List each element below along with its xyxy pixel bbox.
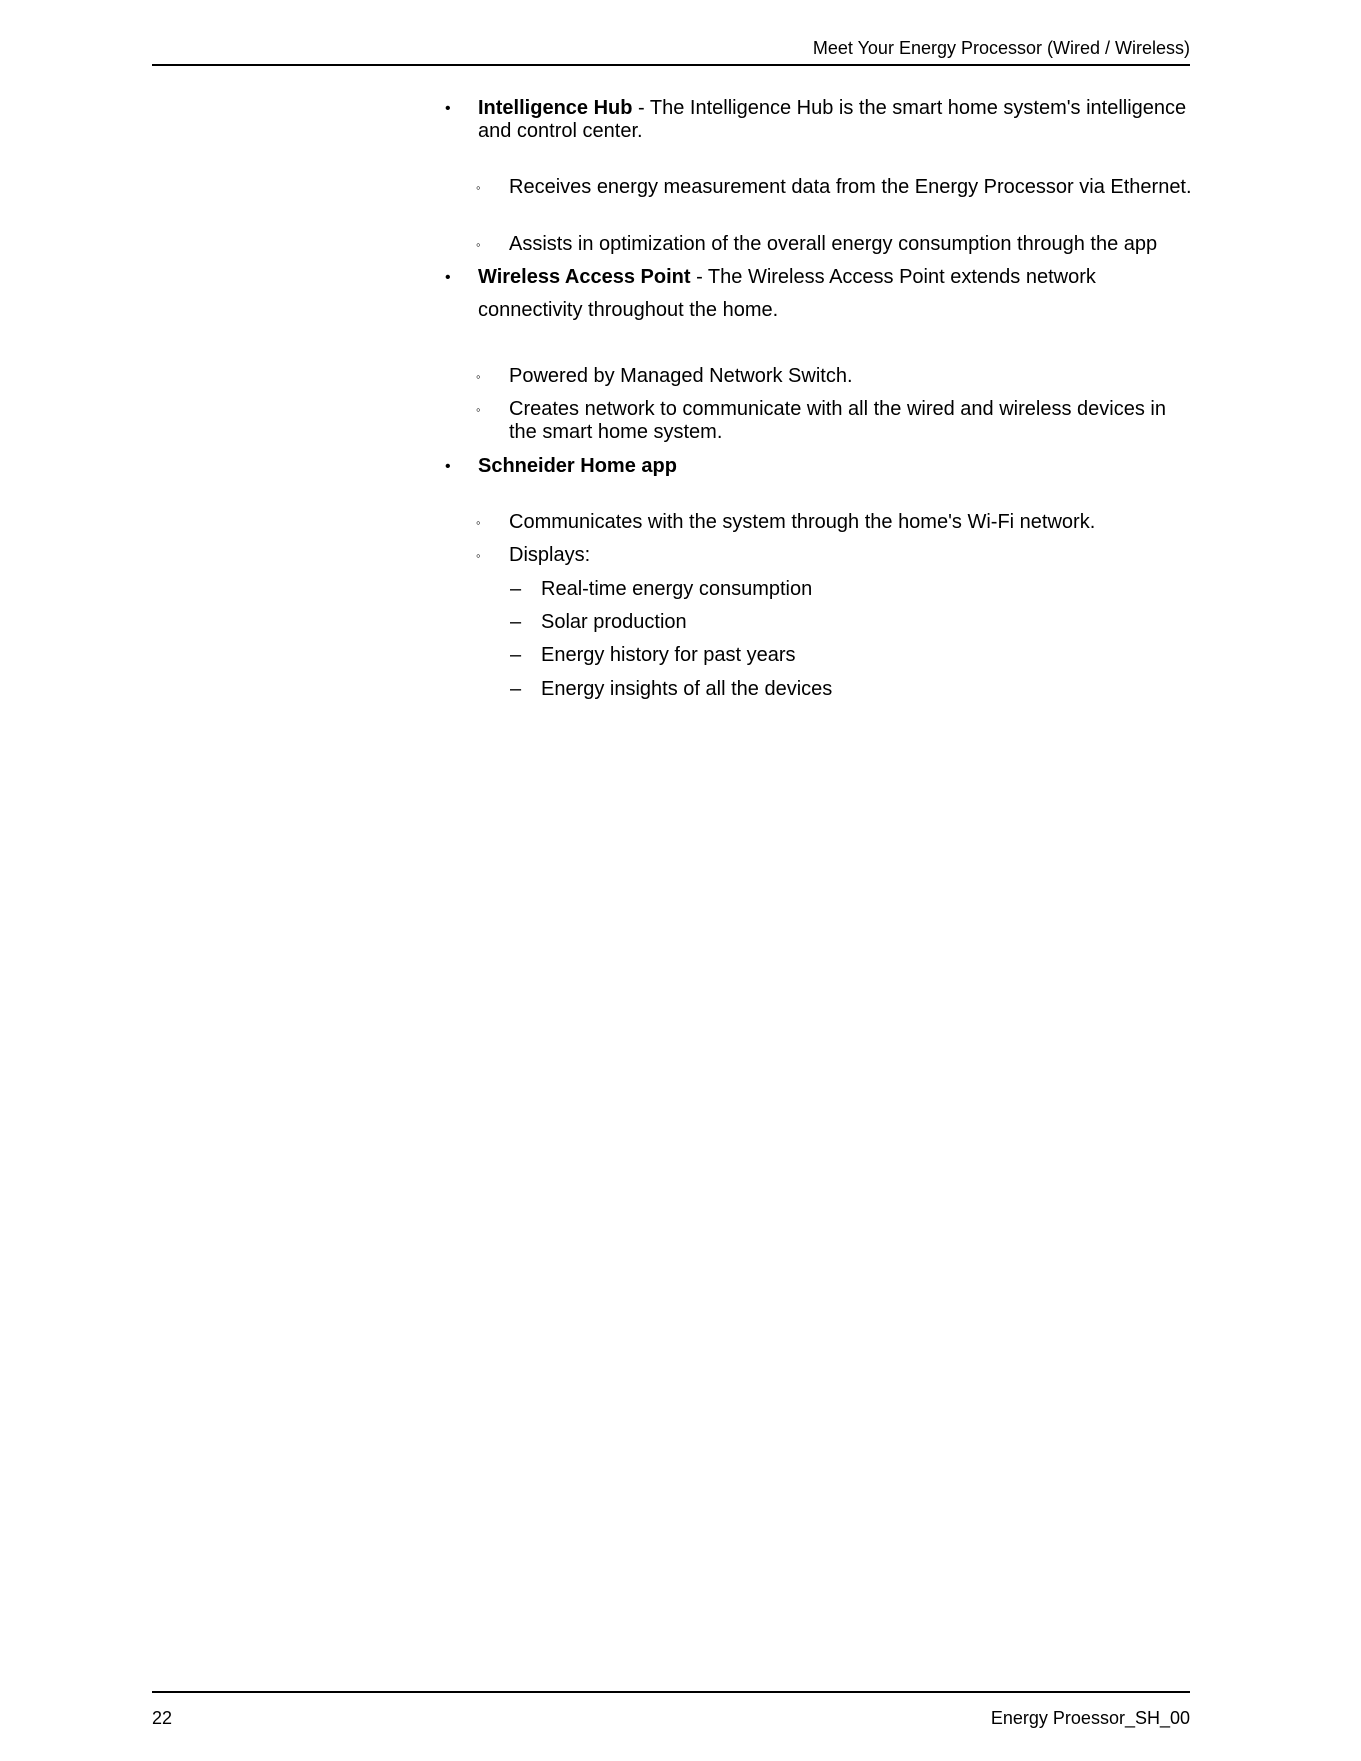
header-rule <box>152 64 1190 66</box>
bullet-marker: • <box>445 269 451 286</box>
sub-bullet-marker: ◦ <box>476 402 481 417</box>
list-item-text <box>478 266 1193 289</box>
sub-bullet-marker: ◦ <box>476 515 481 530</box>
dash-item-text: Energy insights of all the devices <box>541 678 833 700</box>
dash-marker: – <box>510 578 522 600</box>
dash-marker: – <box>510 611 522 633</box>
dash-marker: – <box>510 644 522 666</box>
dash-item-text: Real-time energy consumption <box>541 578 813 600</box>
sub-bullet-marker: ◦ <box>476 548 481 563</box>
list-item-text <box>478 455 1193 478</box>
sub-item-text: Communicates with the system through the home's Wi-Fi network. <box>509 511 1096 533</box>
term-description: - The Wireless Access Point extends network <box>690 266 1096 288</box>
dash-marker: – <box>510 678 522 700</box>
term-label: Intelligence Hub <box>478 97 633 119</box>
term-label: Schneider Home app <box>478 455 677 477</box>
bullet-marker: • <box>445 458 451 475</box>
term-description-continued: connectivity throughout the home. <box>478 299 779 321</box>
sub-item-text: Assists in optimization of the overall energy consumption through the app <box>509 233 1158 255</box>
term-label: Wireless Access Point <box>478 266 691 288</box>
dash-item-text: Energy history for past years <box>541 644 796 666</box>
footer-rule <box>152 1691 1190 1693</box>
sub-item-text: Powered by Managed Network Switch. <box>509 365 853 387</box>
sub-item-text: Creates network to communicate with all the wired and wireless devices in the smart home system. <box>509 398 1166 443</box>
dash-item-text: Solar production <box>541 611 687 633</box>
sub-bullet-marker: ◦ <box>476 180 481 195</box>
sub-item-text: Displays: <box>509 544 591 566</box>
term-description: - The Intelligence Hub is the smart home system's intelligence and control center. <box>478 97 1187 142</box>
bullet-marker: • <box>445 100 451 117</box>
page-number: 22 <box>152 1708 173 1728</box>
list-item-text <box>478 97 1193 143</box>
document-id: Energy Proessor_SH_00 <box>990 1708 1190 1728</box>
sub-bullet-marker: ◦ <box>476 369 481 384</box>
sub-item-text: Receives energy measurement data from the Energy Processor via Ethernet. <box>509 176 1192 198</box>
running-header: Meet Your Energy Processor (Wired / Wireless) <box>812 38 1190 58</box>
sub-bullet-marker: ◦ <box>476 237 481 252</box>
